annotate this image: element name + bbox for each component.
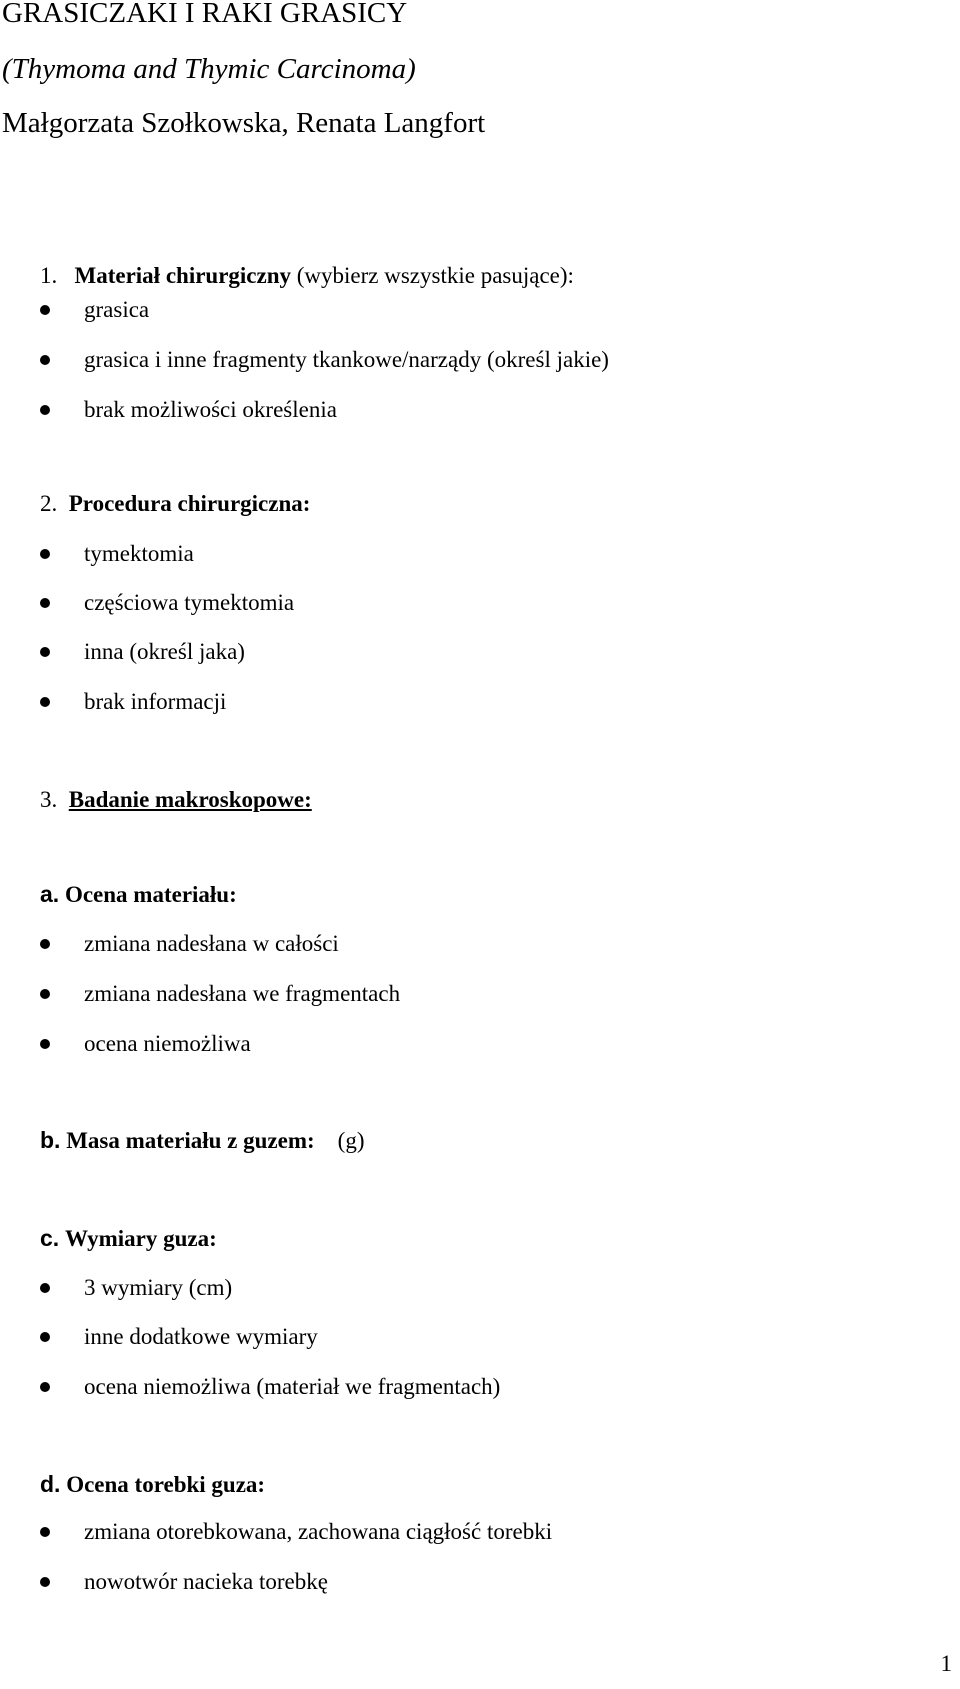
bullet-icon (40, 405, 50, 415)
bullet-icon (40, 1039, 50, 1049)
bullet-icon (40, 989, 50, 999)
document-title: GRASICZAKI I RAKI GRASICY (2, 0, 408, 29)
section-1-heading (40, 262, 574, 290)
bullet-icon (40, 598, 50, 608)
subsection-title: Ocena materiału: (64, 882, 237, 907)
bullet-icon (40, 549, 50, 559)
document-subtitle: (Thymoma and Thymic Carcinoma) (2, 53, 416, 85)
subsection-c-heading (40, 1224, 217, 1253)
document-page: GRASICZAKI I RAKI GRASICY (Thymoma and Thymic Carcinoma) Małgorzata Szołkowska, Renata Langfort 1. Materiał chirurgiczny (wybierz wszystkie pasujące): grasica grasica i inne fragmenty tkankowe/narządy (określ jakie) brak możliwości określenia 2. Procedura chirurgiczna: tymektomia częściowa tymektomia inna (określ jaka) brak informacji 3. Badanie makroskopowe: a. Ocena materiału: zmiana nadesłana w całości zmiana nadesłana we fragmentach ocena niemożliwa b. Masa materiału z guzem: (g) c. Wymiary guza: 3 wymiary (cm) inne dodatkowe wymiary ocena niemożliwa (materiał we fragmentach) d. Ocena torebki guza: zmiana otorebkowana, zachowana ciągłość torebki nowotwór nacieka torebkę 1 (0, 0, 960, 1689)
bullet-icon (40, 1283, 50, 1293)
section-3-heading (40, 786, 312, 814)
section-title: Procedura chirurgiczna: (68, 491, 311, 516)
subsection-letter: a. (40, 881, 60, 907)
bullet-icon (40, 697, 50, 707)
subsection-a-heading (40, 880, 237, 909)
subsection-letter: d. (40, 1471, 61, 1497)
bullet-icon (40, 939, 50, 949)
subsection-title: Wymiary guza: (64, 1226, 217, 1251)
subsection-letter: c. (40, 1225, 60, 1251)
subsection-title: Ocena torebki guza: (66, 1472, 266, 1497)
bullet-icon (40, 647, 50, 657)
document-authors: Małgorzata Szołkowska, Renata Langfort (2, 107, 486, 139)
section-note: (wybierz wszystkie pasujące): (296, 263, 574, 288)
section-number: 2. (40, 491, 58, 516)
bullet-icon (40, 1577, 50, 1587)
bullet-icon (40, 305, 50, 315)
bullet-icon (40, 1382, 50, 1392)
subsection-b-heading (40, 1126, 364, 1155)
subsection-title: Masa materiału z guzem: (66, 1128, 315, 1153)
section-number: 1. (40, 263, 58, 288)
subsection-d-heading (40, 1470, 265, 1499)
section-2-heading (40, 490, 310, 518)
section-number: 3. (40, 787, 58, 812)
bullet-icon (40, 355, 50, 365)
page-number: 1 (940, 1651, 952, 1676)
section-title: Materiał chirurgiczny (74, 263, 292, 288)
section-title: Badanie makroskopowe: (68, 787, 312, 812)
bullet-icon (40, 1527, 50, 1537)
subsection-letter: b. (40, 1127, 61, 1153)
bullet-icon (40, 1332, 50, 1342)
weight-unit: (g) (337, 1128, 365, 1153)
